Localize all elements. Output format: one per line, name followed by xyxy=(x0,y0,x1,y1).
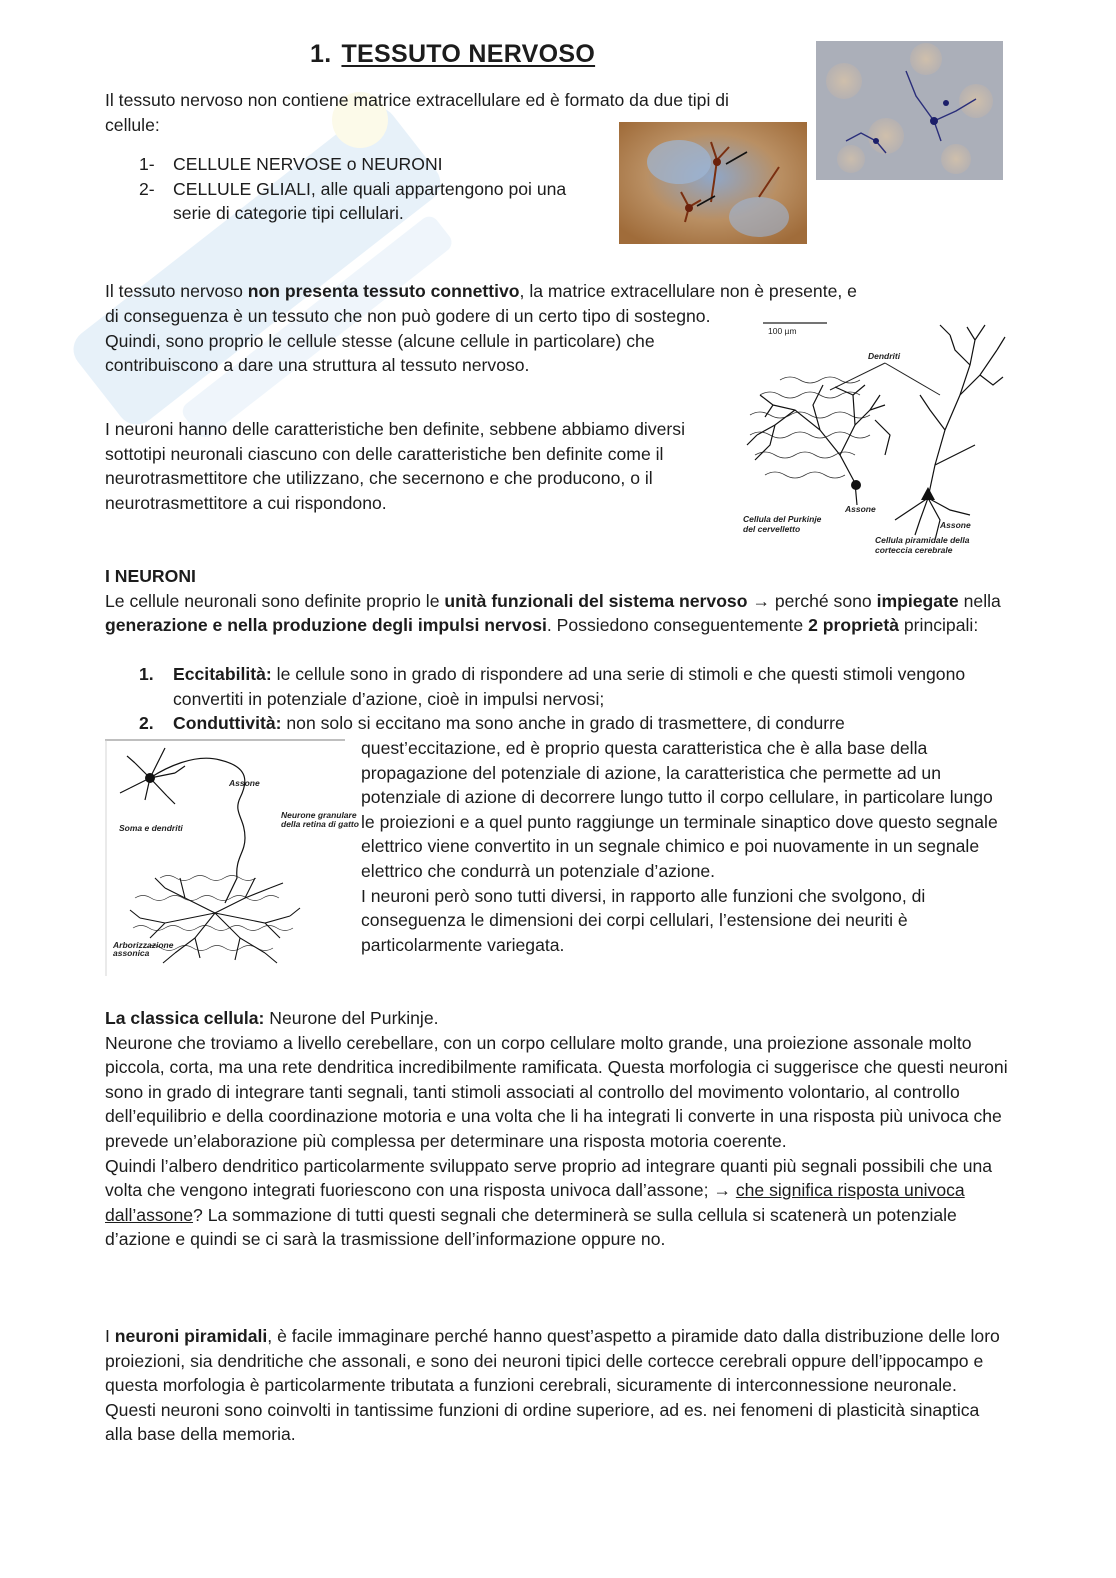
conduttivita-continuation: quest’eccitazione, ed è proprio questa caratteristica che è alla base della propagazione del potenziale di azione, la caratteristica che permette ad un potenziale di azione di decorrere lungo tutto il corpo cellulare, in particolare lungo le proiezioni e a quel punto raggiunge un terminale sinaptico dove questo segnale elettrico viene convertito in un segnale chimico e poi nuovamente in un segnale elettrico che condurrà un potenziale d’azione. I neuroni però sono tutti diversi, in rapporto alle funzioni che svolgono, di conseguenza le dimensioni dei corpi cellulari, l’estensione dei neuriti è particolarmente variegata. xyxy=(361,738,998,955)
connective-paragraph: di conseguenza è un tessuto che non può godere di un certo tipo di sostegno. Quindi, sono proprio le cellule stesse (alcune cellule in particolare) che contribuiscono a dare una struttura al tessuto nervoso. xyxy=(105,306,711,376)
arbor-caption-line1: Arborizzazione xyxy=(113,940,174,950)
granule-cell-drawing xyxy=(105,738,359,976)
granule-assone-label: Assone xyxy=(229,778,260,788)
neuron-characteristics-paragraph: I neuroni hanno delle caratteristiche ben definite, sebbene abbiamo diversi sottotipi neuronali ciascuno con delle caratteristiche ben definite come il neurotrasmettitore che utilizzano, che secernono e che producono, o il neurotrasmettitore a cui rispondono. xyxy=(105,419,685,513)
purkinje-caption-line1: Cellula del Purkinje xyxy=(743,514,822,524)
purkinje-section: La classica cellula: Neurone del Purkinje. Neurone che troviamo a livello cerebellare, con un corpo cellulare molto grande, una proiezione assonale molto piccola, corta, ma una rete dendritica incredibilmente ramificata. Questa morfologia ci suggerisce che questi neuroni sono in grado di integrare tanti segnali, tanti stimoli associati al controllo del movimento volontario, al controllo dell’equilibrio e della coordinazione motoria e una volta che li ha integrati li converte in una risposta più univoca che prevede un’elaborazione più complessa per determinare una risposta motoria coerente. Quindi l’albero dendritico particolarmente sviluppato serve proprio ad integrare quanti più segnali possibili che una volta che vengono integrati fuoriescono con una risposta univoca dall’assone; → che significa risposta univoca dall’assone? La sommazione di tutti questi segnali che determinerà se sulla cellula si scatenerà un potenziale d’azione e quindi se ci sarà la trasmissione dell’informazione oppure no. xyxy=(105,1008,1008,1250)
neuron-properties-list xyxy=(139,662,1011,736)
assone-label-2: Assone xyxy=(940,520,971,530)
page-title: 1. TESSUTO NERVOSO xyxy=(310,40,596,68)
pyramidal-caption-line1: Cellula piramidale della xyxy=(875,535,970,545)
connective-paragraph-first-line: Il tessuto nervoso non presenta tessuto connettivo, la matrice extracellulare non è presente, e xyxy=(105,281,857,301)
section-heading-neuroni: I NEURONI xyxy=(105,566,196,586)
cell-types-list xyxy=(139,152,609,226)
axon-arborization xyxy=(130,878,300,963)
intro-paragraph xyxy=(105,88,785,137)
purkinje-pyramidal-drawing xyxy=(735,315,1010,560)
dendriti-label: Dendriti xyxy=(868,351,901,361)
list-item: 2- CELLULE GLIALI, alle quali appartengono poi una serie di categorie tipi cellulari. xyxy=(139,178,567,224)
scale-label: 100 µm xyxy=(768,326,797,336)
piramidali-section: I neuroni piramidali, è facile immaginare perché hanno quest’aspetto a piramide dato dalla distribuzione delle loro proiezioni, sia dendritiche che assonali, e sono dei neuroni tipici delle cortecce cerebrali oppure dell’ippocampo e questa morfologia è particolarmente tributata a funzioni cerebrali, sicuramente di interconnessione neuronale. Questi neuroni sono coinvolti in tantissime funzioni di ordine superiore, ad es. nei fenomeni di plasticità sinaptica alla base della memoria. xyxy=(105,1326,1000,1445)
pyramidal-cell-drawing xyxy=(895,325,1005,540)
univoca-question-link: che significa risposta univoca dall’assone xyxy=(105,1180,965,1225)
list-item: 1- CELLULE NERVOSE o NEURONI xyxy=(139,154,443,174)
assone-label: Assone xyxy=(845,504,876,514)
pyramidal-caption-line2: corteccia cerebrale xyxy=(875,545,953,555)
granule-caption-line2: della retina di gatto xyxy=(281,819,359,829)
list-item: 2. Conduttività: non solo si eccitano ma sono anche in grado di trasmettere, di condurre xyxy=(139,713,845,734)
purkinje-cell-drawing xyxy=(747,385,890,505)
neuroni-section: I NEURONI Le cellule neuronali sono definite proprio le unità funzionali del sistema nervoso → perché sono impiegate nella generazione e nella produzione degli impulsi nervosi. Possiedono conseguentemente 2 proprietà principali: xyxy=(105,566,1001,636)
list-item: 1. Eccitabilità: le cellule sono in grado di rispondere ad una serie di stimoli e che questi stimoli vengono convertiti in potenziale d’azione, cioè in impulsi nervosi; xyxy=(139,664,966,709)
granule-soma-label: Soma e dendriti xyxy=(119,823,183,833)
micrograph-neurons-image xyxy=(619,122,807,244)
intro-text: Il tessuto nervoso non contiene matrice extracellulare ed è formato da due tipi di cellule: xyxy=(105,90,729,135)
micrograph-glia-image xyxy=(816,41,1003,180)
arbor-caption-line2: assonica xyxy=(113,948,150,958)
purkinje-caption-line2: del cervelletto xyxy=(743,524,801,534)
granule-caption-line1: Neurone granulare xyxy=(281,810,357,820)
